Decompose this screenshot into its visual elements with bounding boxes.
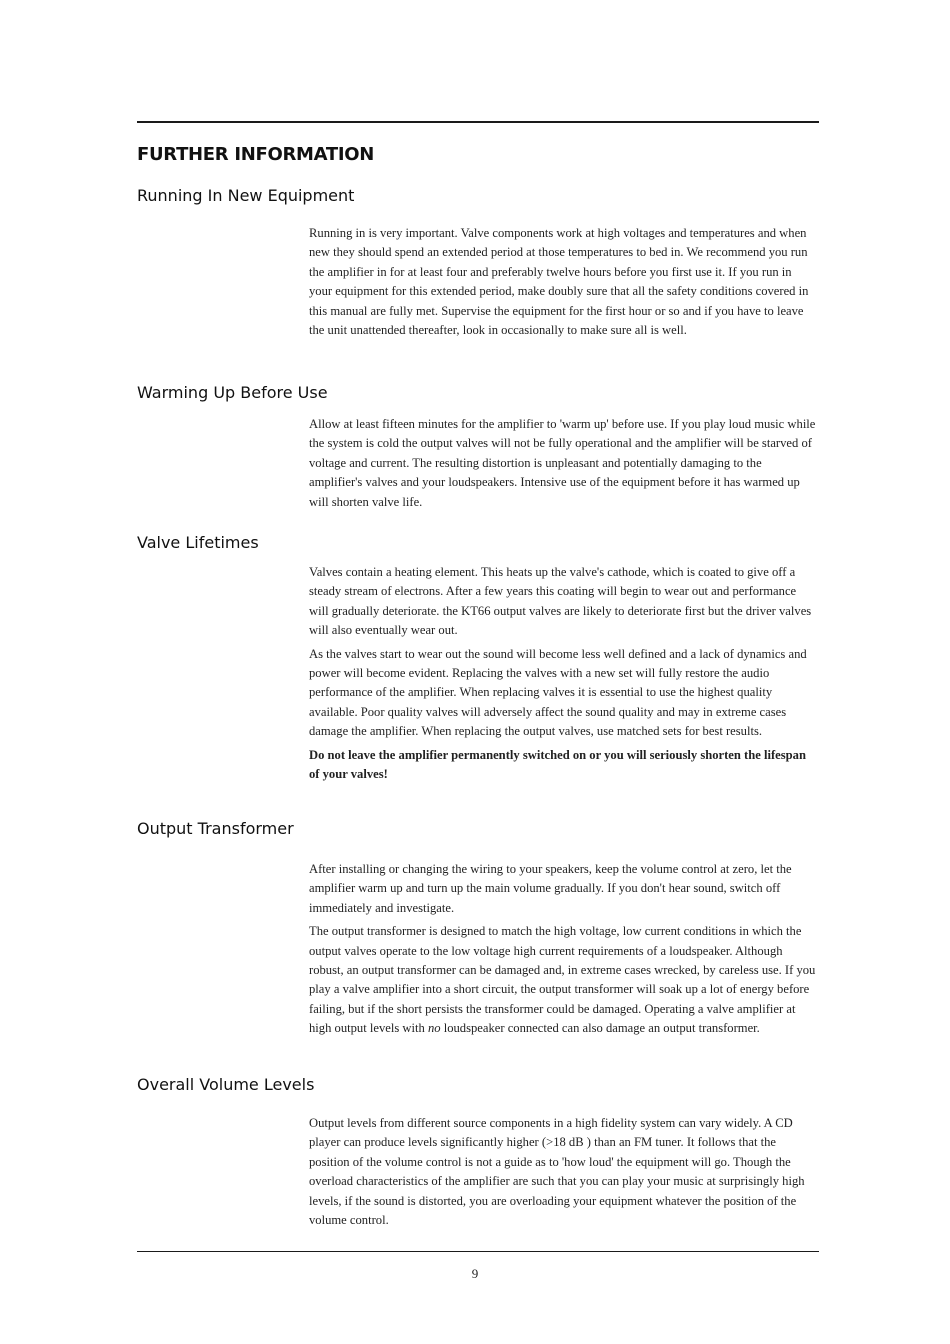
section-heading-running-in: Running In New Equipment: [137, 186, 355, 205]
emphasis-no: no: [427, 1021, 441, 1036]
page-number: 9: [471, 1266, 479, 1281]
warning-paragraph: Do not leave the amplifier permanently switched on or you will seriously shorten the lifespan of your valves!: [309, 747, 806, 782]
paragraph: Running in is very important. Valve components work at high voltages and temperatures and when new they should spend an extended period at those temperatures to bed in. We recommend you run the amplifier in for at least four and preferably twelve hours before you first use it. If you run in your equipment for this extended period, make doubly sure that all the safety conditions covered in this manual are fully met. Supervise the equipment for the first hour or so and if you have to leave the unit unattended thereafter, look in occasionally to make sure all is well.: [309, 226, 809, 338]
paragraph: [309, 922, 817, 1038]
paragraph-text: The output transformer is designed to match the high voltage, low current conditions in which the output valves operate to the low voltage high current requirements of a loudspeaker. Although robust, an output transformer can be damaged and, in extreme cases wrecked, by careless use. If you play a valve amplifier into a short circuit, the output transformer will soak up a lot of energy before failing, but if the short persists the transformer could be damaged. Operating a valve amplifier at high output levels with: [309, 924, 816, 1036]
bottom-rule: [137, 1251, 819, 1252]
paragraph: Valves contain a heating element. This heats up the valve's cathode, which is coated to give off a steady stream of electrons. After a few years this coating will begin to wear out and performance will gradually deteriorate. the KT66 output valves are likely to deteriorate first but the driver valves will also eventually wear out.: [309, 565, 812, 638]
paragraph: Output levels from different source components in a high fidelity system can vary widely. A CD player can produce levels significantly higher (>18 dB ) than an FM tuner. It follows that the position of the volume control is not a guide as to 'how loud' the equipment will go. Though the overload characteristics of the amplifier are such that you can play your music at surprisingly high levels, if the sound is distorted, you are overloading your equipment whatever the position of the volume control.: [309, 1116, 805, 1228]
paragraph: Allow at least fifteen minutes for the amplifier to 'warm up' before use. If you play loud music while the system is cold the output valves will not be fully operational and the amplifier will be starved of voltage and current. The resulting distortion is unpleasant and potentially damaging to the amplifier's valves and your loudspeakers. Intensive use of the equipment before it has warmed up will shorten valve life.: [309, 417, 816, 509]
section-body-output-transformer: [309, 860, 817, 1039]
section-heading-overall-volume: Overall Volume Levels: [137, 1075, 315, 1094]
paragraph: As the valves start to wear out the sound will become less well defined and a lack of dynamics and power will become evident. Replacing the valves with a new set will fully restore the audio performance of the amplifier. When replacing valves it is essential to use the highest quality available. Poor quality valves will adversely affect the sound quality and may in extreme cases damage the amplifier. When replacing the output valves, use matched sets for best results.: [309, 646, 807, 739]
section-heading-warming-up: Warming Up Before Use: [137, 383, 328, 402]
top-rule: [137, 121, 819, 123]
section-body-overall-volume: [309, 1114, 817, 1230]
section-body-valve-lifetimes: [309, 563, 817, 784]
paragraph-text-end: loudspeaker connected can also damage an output transformer.: [443, 1021, 760, 1036]
section-heading-output-transformer: Output Transformer: [137, 819, 294, 838]
page-title: FURTHER INFORMATION: [137, 144, 375, 165]
section-body-warming-up: [309, 415, 817, 512]
section-body-running-in: [309, 224, 817, 340]
paragraph: After installing or changing the wiring to your speakers, keep the volume control at zero, let the amplifier warm up and turn up the main volume gradually. If you don't hear sound, switch off immediately and investigate.: [309, 862, 792, 915]
section-heading-valve-lifetimes: Valve Lifetimes: [137, 533, 259, 552]
